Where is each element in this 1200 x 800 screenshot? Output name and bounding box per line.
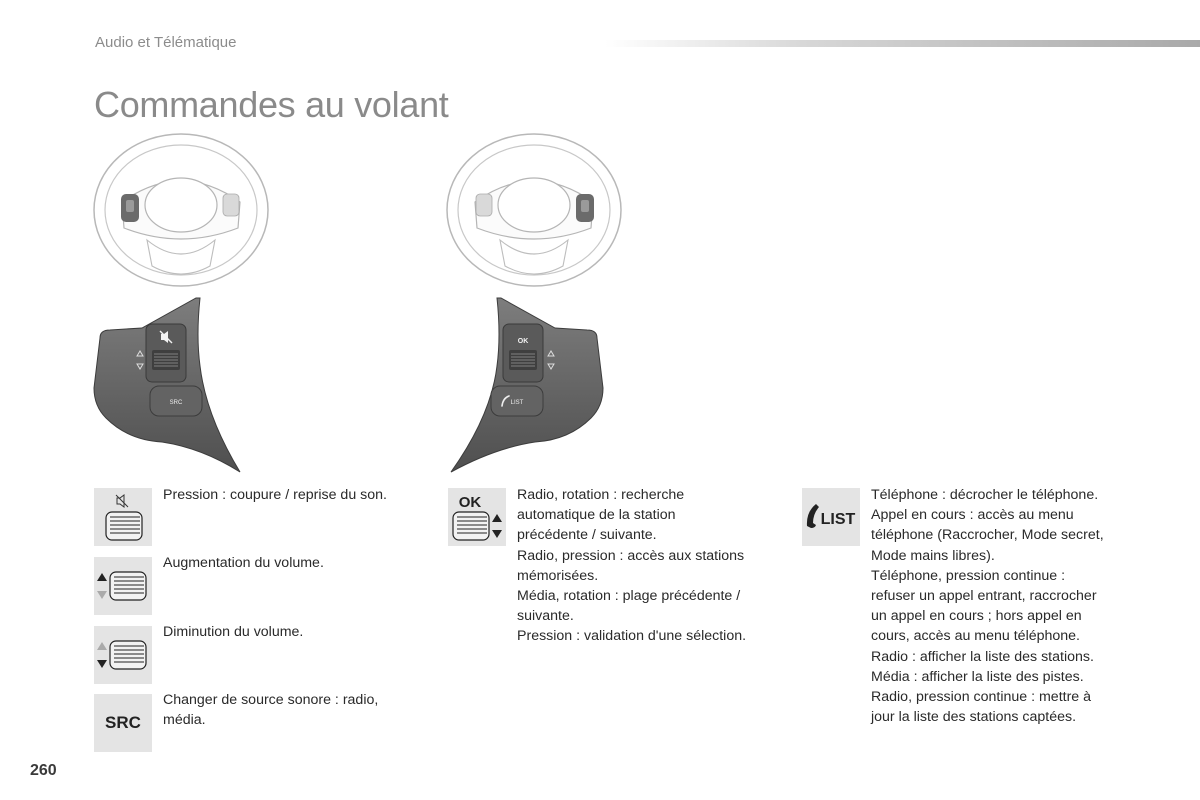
ok-description-line: mémorisées.	[517, 567, 599, 584]
volume-up-description: Augmentation du volume.	[163, 555, 324, 571]
right-control-pad-illustration	[445, 296, 605, 476]
list-description-line: Radio, pression continue : mettre à	[871, 689, 1092, 706]
volume-up-wheel-icon	[94, 557, 152, 615]
mute-description: Pression : coupure / reprise du son.	[163, 487, 387, 503]
src-icon	[94, 694, 152, 752]
list-description	[871, 485, 1161, 727]
list-description-line: Média : afficher la liste des pistes.	[871, 668, 1084, 685]
header-gradient-bar	[605, 40, 1200, 47]
list-description-line: Téléphone : décrocher le téléphone.	[871, 487, 1099, 503]
list-description-line: un appel en cours ; hors appel en	[871, 608, 1082, 625]
list-description-line: cours, accès au menu téléphone.	[871, 628, 1081, 645]
list-description-line: refuser un appel entrant, raccrocher	[871, 588, 1097, 605]
volume-down-wheel-icon	[94, 626, 152, 684]
ok-description-line: suivante.	[517, 608, 574, 625]
page-number: 260	[30, 762, 57, 779]
list-description-line: Mode mains libres).	[871, 547, 995, 564]
list-description-line: Radio : afficher la liste des stations.	[871, 648, 1094, 665]
steering-wheel-right-illustration	[445, 130, 625, 290]
header-section-label: Audio et Télématique	[95, 34, 237, 51]
ok-icon-label: OK	[458, 494, 482, 511]
list-phone-icon	[802, 488, 860, 546]
left-control-pad-illustration	[92, 296, 252, 476]
list-description-line: Téléphone, pression continue :	[871, 567, 1066, 584]
ok-description-line: Radio, rotation : recherche	[517, 487, 685, 503]
src-icon-label: SRC	[105, 713, 141, 732]
ok-description-line: Pression : validation d'une sélection.	[517, 628, 747, 645]
ok-description	[517, 485, 787, 647]
ok-wheel-icon	[448, 488, 506, 546]
list-description-line: jour la liste des stations captées.	[871, 709, 1077, 726]
list-description-line: téléphone (Raccrocher, Mode secret,	[871, 527, 1104, 544]
list-description-line: Appel en cours : accès au menu	[871, 507, 1074, 524]
ok-description-line: Radio, pression : accès aux stations	[517, 547, 745, 564]
list-icon-label: LIST	[820, 511, 856, 528]
pad-list-label: LIST	[510, 400, 524, 406]
pad-ok-label: OK	[517, 338, 529, 345]
steering-wheel-left-illustration	[92, 130, 272, 290]
ok-description-line: automatique de la station	[517, 507, 676, 524]
src-description: Changer de source sonore : radio, média.	[163, 692, 379, 729]
pad-src-label: SRC	[169, 400, 183, 406]
ok-description-line: Média, rotation : plage précédente /	[517, 588, 741, 605]
phone-handset-icon	[807, 504, 819, 528]
ok-description-line: précédente / suivante.	[517, 527, 657, 544]
volume-down-description: Diminution du volume.	[163, 624, 304, 640]
mute-wheel-icon	[94, 488, 152, 546]
page-title: Commandes au volant	[94, 84, 449, 125]
